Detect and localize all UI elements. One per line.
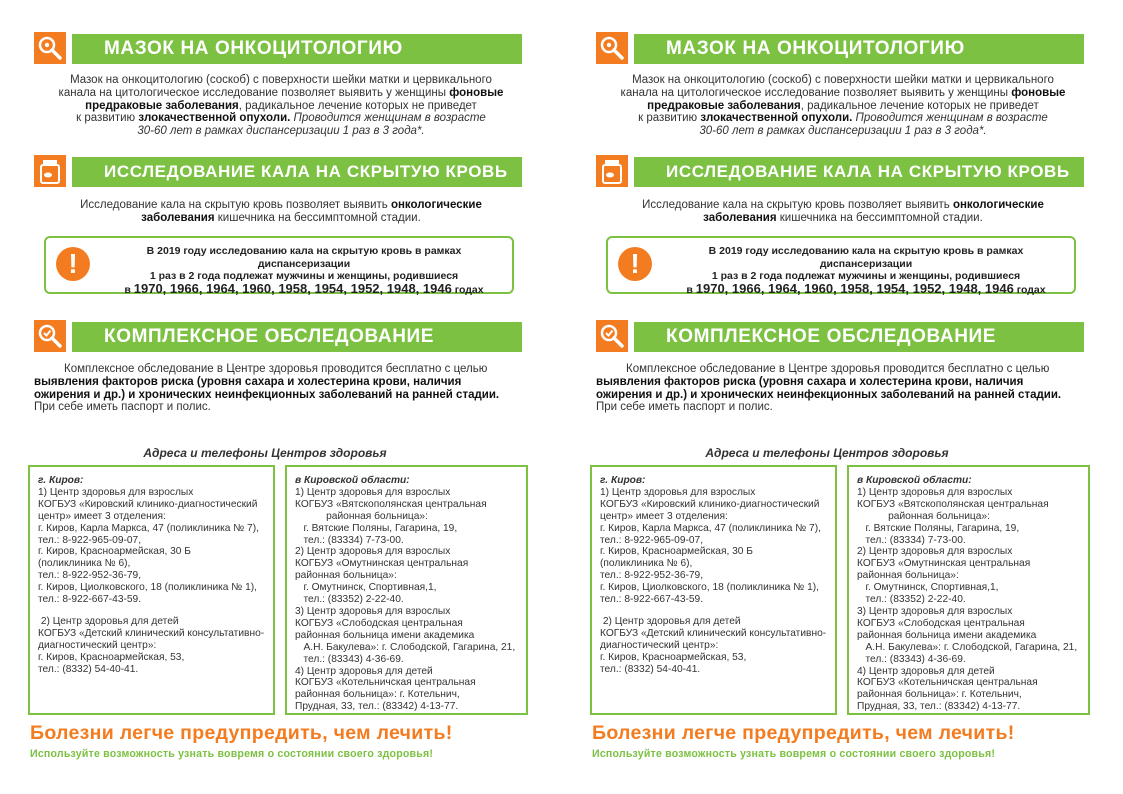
addresses-title: Адреса и телефоны Центров здоровья (705, 446, 949, 460)
notice-box (44, 236, 514, 294)
section-header-smear (596, 32, 1084, 64)
magnifier-icon (596, 320, 628, 352)
sub-slogan: Используйте возможность узнать вовремя о состоянии своего здоровья! (30, 748, 434, 760)
leaflet-page-right (562, 0, 1123, 794)
exclamation-icon: ! (56, 247, 90, 281)
occult-blood-description: Исследование кала на скрытую кровь позволяет выявить онкологические заболевания кишечника на бессимптомной стадии. (80, 199, 482, 224)
section-header-complex-exam (596, 320, 1084, 352)
notice-text: В 2019 году исследованию кала на скрытую кровь в рамках диспансеризации 1 раз в 2 года подлежат мужчины и женщины, родившиеся в 1970, 1966, 1964, 1960, 1958, 1954, 1952, 1948, 1946 годах (686, 245, 1046, 296)
address-box-region: в Кировской области: 1) Центр здоровья для взрослых КОГБУЗ «Вятскополянская центральная районная больница»: г. Вятские Поляны, Гагарина, 19, тел.: (83334) 7-73-00. 2) Центр здоровья для взрослых КОГБУЗ «Омутнинская центральная районная больница»: г. Омутнинск, Спортивная,1, тел.: (83352) 2-22-40. 3) Центр здоровья для взрослых КОГБУЗ «Слободская центральная районная больница имени академика А.Н. Бакулева»: г. Слободской, Гагарина, 21, тел.: (83343) 4-36-69. 4) Центр здоровья для детей КОГБУЗ «Котельничская центральная районная больница»: г. Котельнич, Прудная, 33, тел.: (83342) 4-13-77. (847, 465, 1090, 715)
section-title: МАЗОК НА ОНКОЦИТОЛОГИЮ (666, 38, 965, 59)
slogan: Болезни легче предупредить, чем лечить! (30, 722, 453, 744)
section-title: ИССЛЕДОВАНИЕ КАЛА НА СКРЫТУЮ КРОВЬ (666, 162, 1070, 181)
section-title: КОМПЛЕКСНОЕ ОБСЛЕДОВАНИЕ (666, 326, 997, 347)
notice-text: В 2019 году исследованию кала на скрытую кровь в рамках диспансеризации 1 раз в 2 года подлежат мужчины и женщины, родившиеся в 1970, 1966, 1964, 1960, 1958, 1954, 1952, 1948, 1946 годах (124, 245, 484, 296)
section-header-occult-blood (34, 155, 522, 187)
section-title: КОМПЛЕКСНОЕ ОБСЛЕДОВАНИЕ (104, 326, 435, 347)
section-title: ИССЛЕДОВАНИЕ КАЛА НА СКРЫТУЮ КРОВЬ (104, 162, 508, 181)
smear-description: Мазок на онкоцитологию (соскоб) с поверхности шейки матки и цервикального канала на цитологическое исследование позволяет выявить у женщины фоновые предраковые заболевания, радикальное лечение которых не приведет к развитию злокачественной опухоли. Проводится женщинам в возрасте 30-60 лет в рамках диспансеризации 1 раз в 3 года*. (58, 74, 504, 138)
magnifier-icon (596, 32, 628, 64)
complex-exam-description: Комплексное обследование в Центре здоровья проводится бесплатно с целью выявления факторов риска (уровня сахара и холестерина крови, наличия ожирения и др.) и хронических неинфекционных заболеваний на ранней стадии. При себе иметь паспорт и полис. (596, 363, 1062, 414)
notice-box (606, 236, 1076, 294)
jar-icon (34, 155, 66, 187)
section-header-smear (34, 32, 522, 64)
magnifier-icon (34, 32, 66, 64)
address-box-kirov: г. Киров: 1) Центр здоровья для взрослых КОГБУЗ «Кировский клинико-диагностический центр» имеет 3 отделения: г. Киров, Карла Маркса, 47 (поликлиника № 7), тел.: 8-922-965-09-07, г. Киров, Красноармейская, 30 Б (поликлиника № 6), тел.: 8-922-952-36-79, г. Киров, Циолковского, 18 (поликлиника № 1), тел.: 8-922-667-43-59. 2) Центр здоровья для детей КОГБУЗ «Детский клинический консультативно- диагностический центр»: г. Киров, Красноармейская, 53, тел.: (8332) 54-40-41. (590, 465, 837, 715)
leaflet-page-left (0, 0, 561, 794)
slogan: Болезни легче предупредить, чем лечить! (592, 722, 1015, 744)
exclamation-icon: ! (618, 247, 652, 281)
complex-exam-description: Комплексное обследование в Центре здоровья проводится бесплатно с целью выявления факторов риска (уровня сахара и холестерина крови, наличия ожирения и др.) и хронических неинфекционных заболеваний на ранней стадии. При себе иметь паспорт и полис. (34, 363, 500, 414)
address-box-kirov: г. Киров: 1) Центр здоровья для взрослых КОГБУЗ «Кировский клинико-диагностический центр» имеет 3 отделения: г. Киров, Карла Маркса, 47 (поликлиника № 7), тел.: 8-922-965-09-07, г. Киров, Красноармейская, 30 Б (поликлиника № 6), тел.: 8-922-952-36-79, г. Киров, Циолковского, 18 (поликлиника № 1), тел.: 8-922-667-43-59. 2) Центр здоровья для детей КОГБУЗ «Детский клинический консультативно- диагностический центр»: г. Киров, Красноармейская, 53, тел.: (8332) 54-40-41. (28, 465, 275, 715)
addresses-title: Адреса и телефоны Центров здоровья (143, 446, 387, 460)
section-header-occult-blood (596, 155, 1084, 187)
section-title: МАЗОК НА ОНКОЦИТОЛОГИЮ (104, 38, 403, 59)
smear-description: Мазок на онкоцитологию (соскоб) с поверхности шейки матки и цервикального канала на цитологическое исследование позволяет выявить у женщины фоновые предраковые заболевания, радикальное лечение которых не приведет к развитию злокачественной опухоли. Проводится женщинам в возрасте 30-60 лет в рамках диспансеризации 1 раз в 3 года*. (620, 74, 1066, 138)
section-header-complex-exam (34, 320, 522, 352)
sub-slogan: Используйте возможность узнать вовремя о состоянии своего здоровья! (592, 748, 996, 760)
magnifier-icon (34, 320, 66, 352)
jar-icon (596, 155, 628, 187)
occult-blood-description: Исследование кала на скрытую кровь позволяет выявить онкологические заболевания кишечника на бессимптомной стадии. (642, 199, 1044, 224)
address-box-region: в Кировской области: 1) Центр здоровья для взрослых КОГБУЗ «Вятскополянская центральная районная больница»: г. Вятские Поляны, Гагарина, 19, тел.: (83334) 7-73-00. 2) Центр здоровья для взрослых КОГБУЗ «Омутнинская центральная районная больница»: г. Омутнинск, Спортивная,1, тел.: (83352) 2-22-40. 3) Центр здоровья для взрослых КОГБУЗ «Слободская центральная районная больница имени академика А.Н. Бакулева»: г. Слободской, Гагарина, 21, тел.: (83343) 4-36-69. 4) Центр здоровья для детей КОГБУЗ «Котельничская центральная районная больница»: г. Котельнич, Прудная, 33, тел.: (83342) 4-13-77. (285, 465, 528, 715)
